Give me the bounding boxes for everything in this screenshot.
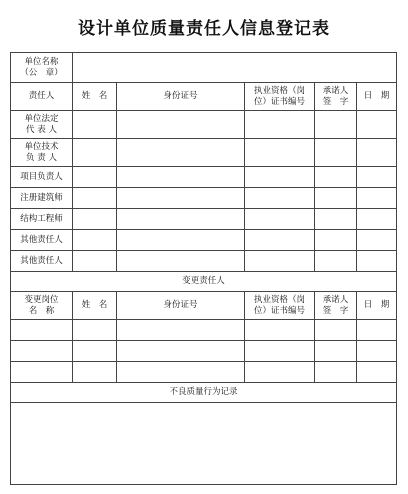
name-cell[interactable] — [73, 111, 117, 139]
change-id-number-cell[interactable] — [117, 362, 245, 383]
date-cell[interactable] — [357, 230, 397, 251]
change-date-cell[interactable] — [357, 362, 397, 383]
change-header-post-line2: 名 称 — [28, 305, 55, 316]
change-header-post-line1: 变更岗位 — [24, 294, 59, 305]
change-id-number-cell[interactable] — [117, 341, 245, 362]
change-cert-number-cell[interactable] — [245, 341, 315, 362]
row-label-line1: 单位技术 — [24, 141, 59, 152]
row-label-line2: 代 表 人 — [26, 124, 57, 135]
signature-cell[interactable] — [315, 139, 357, 167]
change-post-cell[interactable] — [11, 320, 73, 341]
change-section-title: 变更责任人 — [11, 272, 397, 292]
row-label — [11, 111, 73, 139]
registration-form-table — [10, 52, 397, 485]
table-row — [11, 230, 397, 251]
cert-number-cell[interactable] — [245, 230, 315, 251]
bad-record-title: 不良质量行为记录 — [11, 383, 397, 403]
name-cell[interactable] — [73, 167, 117, 188]
header-sign-line2: 签 字 — [322, 96, 349, 107]
change-header-name: 姓 名 — [73, 292, 117, 320]
header-cert — [245, 83, 315, 111]
id-number-cell[interactable] — [117, 188, 245, 209]
change-name-cell[interactable] — [73, 362, 117, 383]
row-label: 其他责任人 — [11, 230, 73, 251]
name-cell[interactable] — [73, 230, 117, 251]
header-row — [11, 83, 397, 111]
row-label: 其他责任人 — [11, 251, 73, 272]
change-row — [11, 362, 397, 383]
signature-cell[interactable] — [315, 167, 357, 188]
table-row — [11, 188, 397, 209]
signature-cell[interactable] — [315, 188, 357, 209]
name-cell[interactable] — [73, 139, 117, 167]
id-number-cell[interactable] — [117, 111, 245, 139]
change-name-cell[interactable] — [73, 341, 117, 362]
name-cell[interactable] — [73, 188, 117, 209]
change-cert-number-cell[interactable] — [245, 320, 315, 341]
id-number-cell[interactable] — [117, 251, 245, 272]
id-number-cell[interactable] — [117, 139, 245, 167]
change-header-id-number: 身份证号 — [117, 292, 245, 320]
header-id-number: 身份证号 — [117, 83, 245, 111]
change-post-cell[interactable] — [11, 362, 73, 383]
change-name-cell[interactable] — [73, 320, 117, 341]
change-header-sign-line1: 承诺人 — [322, 294, 349, 305]
date-cell[interactable] — [357, 167, 397, 188]
date-cell[interactable] — [357, 139, 397, 167]
cert-number-cell[interactable] — [245, 167, 315, 188]
table-row — [11, 139, 397, 167]
header-sign — [315, 83, 357, 111]
change-header-sign — [315, 292, 357, 320]
signature-cell[interactable] — [315, 111, 357, 139]
change-signature-cell[interactable] — [315, 320, 357, 341]
name-cell[interactable] — [73, 209, 117, 230]
id-number-cell[interactable] — [117, 167, 245, 188]
date-cell[interactable] — [357, 209, 397, 230]
row-label-line1: 单位法定 — [24, 113, 59, 124]
change-section-row — [11, 272, 397, 292]
header-name: 姓 名 — [73, 83, 117, 111]
header-cert-line1: 执业资格（岗 — [253, 85, 305, 96]
change-row — [11, 320, 397, 341]
change-header-sign-line2: 签 字 — [322, 305, 349, 316]
unit-name-label — [11, 53, 73, 83]
bad-record-row — [11, 403, 397, 485]
id-number-cell[interactable] — [117, 230, 245, 251]
unit-name-row — [11, 53, 397, 83]
change-date-cell[interactable] — [357, 341, 397, 362]
row-label: 结构工程师 — [11, 209, 73, 230]
unit-name-field[interactable] — [73, 53, 397, 83]
form-title: 设计单位质量责任人信息登记表 — [78, 19, 330, 39]
bad-record-title-row — [11, 383, 397, 403]
date-cell[interactable] — [357, 111, 397, 139]
row-label: 项目负责人 — [11, 167, 73, 188]
id-number-cell[interactable] — [117, 209, 245, 230]
date-cell[interactable] — [357, 188, 397, 209]
change-header-cert-line1: 执业资格（岗 — [253, 294, 305, 305]
header-sign-line1: 承诺人 — [322, 85, 349, 96]
cert-number-cell[interactable] — [245, 139, 315, 167]
signature-cell[interactable] — [315, 209, 357, 230]
unit-name-label-line1: 单位名称 — [24, 56, 59, 67]
change-header-date: 日 期 — [357, 292, 397, 320]
unit-name-label-line2: （公 章） — [20, 67, 63, 78]
cert-number-cell[interactable] — [245, 111, 315, 139]
header-date: 日 期 — [357, 83, 397, 111]
name-cell[interactable] — [73, 251, 117, 272]
signature-cell[interactable] — [315, 251, 357, 272]
cert-number-cell[interactable] — [245, 251, 315, 272]
change-post-cell[interactable] — [11, 341, 73, 362]
header-role: 责任人 — [11, 83, 73, 111]
bad-record-field[interactable] — [11, 403, 397, 485]
change-row — [11, 341, 397, 362]
signature-cell[interactable] — [315, 230, 357, 251]
change-header-cert — [245, 292, 315, 320]
table-row — [11, 111, 397, 139]
change-header-cert-line2: 位）证书编号 — [253, 305, 305, 316]
change-header-post — [11, 292, 73, 320]
date-cell[interactable] — [357, 251, 397, 272]
change-id-number-cell[interactable] — [117, 320, 245, 341]
row-label — [11, 139, 73, 167]
change-date-cell[interactable] — [357, 320, 397, 341]
cert-number-cell[interactable] — [245, 209, 315, 230]
change-cert-number-cell[interactable] — [245, 362, 315, 383]
change-header-row — [11, 292, 397, 320]
table-row — [11, 251, 397, 272]
header-cert-line2: 位）证书编号 — [253, 96, 305, 107]
row-label-line2: 负 责 人 — [26, 152, 57, 163]
table-row — [11, 209, 397, 230]
table-row — [11, 167, 397, 188]
cert-number-cell[interactable] — [245, 188, 315, 209]
row-label: 注册建筑师 — [11, 188, 73, 209]
change-signature-cell[interactable] — [315, 341, 357, 362]
change-signature-cell[interactable] — [315, 362, 357, 383]
